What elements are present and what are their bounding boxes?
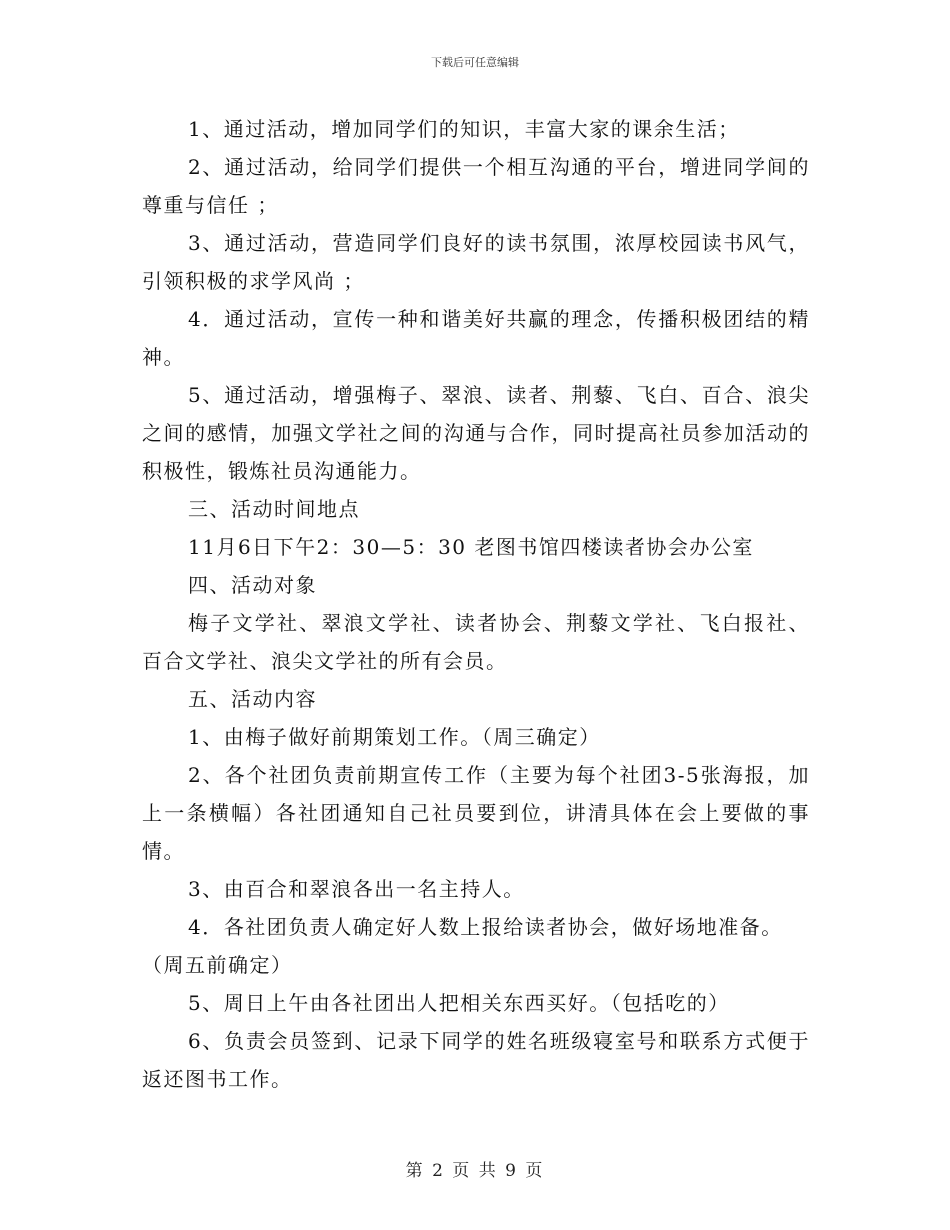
paragraph-goal-2: 2、通过活动，给同学们提供一个相互沟通的平台，增进同学间的尊重与信任 ； — [142, 155, 810, 217]
paragraph-content-1: 1、由梅子做好前期策划工作。（周三确定） — [188, 725, 601, 749]
paragraph-time-place: 11月6日下午2：30—5：30 老图书馆四楼读者协会办公室 — [188, 535, 754, 559]
section-heading-time-place: 三、活动时间地点 — [188, 497, 360, 521]
paragraph-content-4-deadline: （周五前确定） — [142, 953, 293, 977]
paragraph-content-3: 3、由百合和翠浪各出一名主持人。 — [188, 877, 525, 901]
paragraph-goal-1: 1、通过活动，增加同学们的知识，丰富大家的课余生活； — [188, 117, 740, 141]
page-number: 第 2 页 共 9 页 — [405, 1161, 545, 1181]
paragraph-goal-5: 5、通过活动，增强梅子、翠浪、读者、荆藜、飞白、百合、浪尖之间的感情，加强文学社之间的沟通与合作，同时提高社员参加活动的积极性，锻炼社员沟通能力。 — [142, 383, 810, 483]
paragraph-goal-3: 3、通过活动，营造同学们良好的读书氛围，浓厚校园读书风气，引领积极的求学风尚 ； — [142, 231, 810, 293]
paragraph-content-2: 2、各个社团负责前期宣传工作（主要为每个社团3-5张海报，加上一条横幅）各社团通知自己社员要到位，讲清具体在会上要做的事情。 — [142, 763, 810, 863]
paragraph-participants: 梅子文学社、翠浪文学社、读者协会、荆藜文学社、飞白报社、百合文学社、浪尖文学社的所有会员。 — [142, 611, 810, 673]
section-heading-participants: 四、活动对象 — [188, 573, 317, 597]
paragraph-content-5: 5、周日上午由各社团出人把相关东西买好。（包括吃的） — [188, 991, 730, 1015]
page-header-note: 下载后可任意编辑 — [431, 56, 519, 69]
paragraph-content-4: 4．各社团负责人确定好人数上报给读者协会，做好场地准备。 — [188, 915, 783, 939]
paragraph-goal-4: 4．通过活动，宣传一种和谐美好共赢的理念，传播积极团结的精神。 — [142, 307, 810, 369]
document-body — [142, 110, 810, 1098]
section-heading-content: 五、活动内容 — [188, 687, 317, 711]
paragraph-content-6: 6、负责会员签到、记录下同学的姓名班级寝室号和联系方式便于返还图书工作。 — [142, 1029, 810, 1091]
